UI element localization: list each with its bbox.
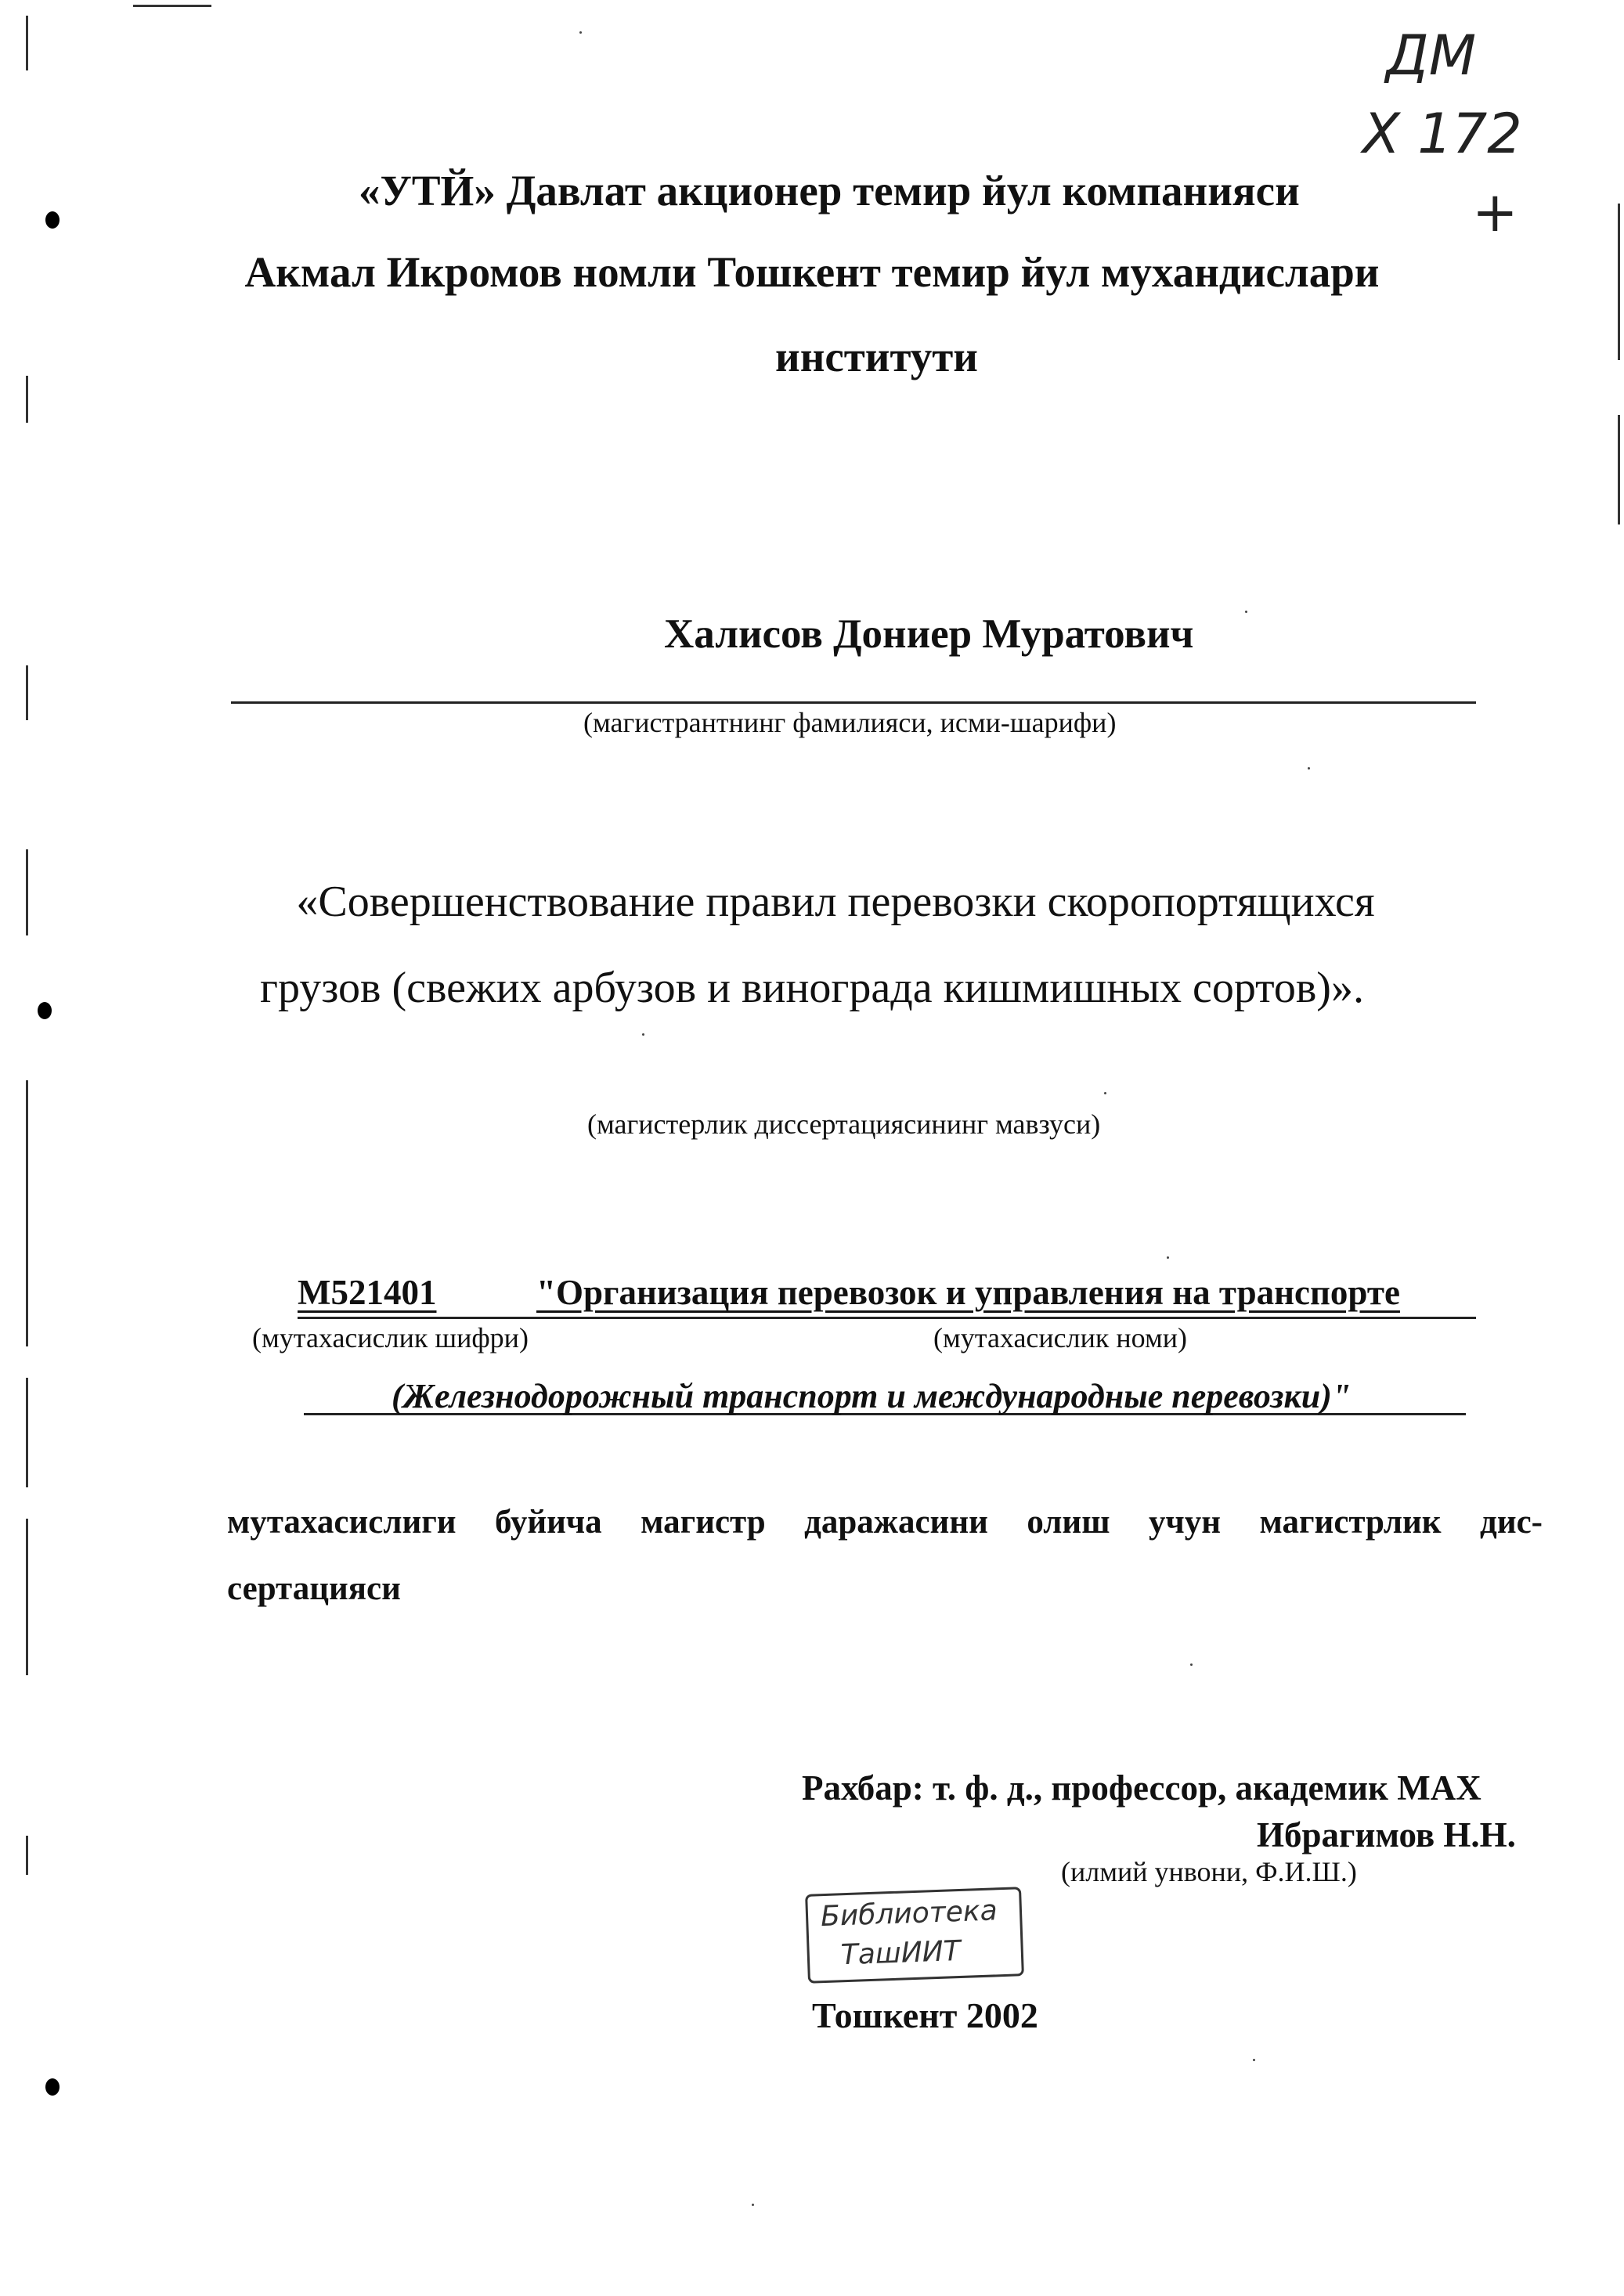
binder-edge-mark: [26, 376, 28, 423]
binder-edge-mark: [26, 1836, 28, 1875]
scan-speck: [1167, 1256, 1169, 1259]
archive-mark-line3: +: [1472, 180, 1518, 244]
specialty-name-line1: "Организация перевозок и управления на транспорте: [536, 1273, 1400, 1312]
author-caption: (магистрантнинг фамилияси, исми-шарифи): [583, 707, 1117, 738]
archive-mark-line2: Х 172: [1362, 102, 1522, 166]
supervisor-line2: Ибрагимов Н.Н.: [1257, 1815, 1516, 1854]
binder-edge-mark: [26, 1378, 28, 1487]
specialty-code: М521401: [298, 1273, 437, 1312]
scan-speck: [1190, 1663, 1193, 1666]
scan-speck: [1245, 611, 1247, 613]
topic-line1: «Совершенствование правил перевозки скоропортящихся: [296, 878, 1375, 926]
institution-line3: институти: [775, 333, 978, 380]
library-stamp-line2: ТашИИТ: [840, 1934, 962, 1972]
topic-caption: (магистерлик диссертациясининг мавзуси): [587, 1108, 1101, 1140]
topic-line2: грузов (свежих арбузов и винограда кишмишных сортов)».: [260, 964, 1364, 1012]
purpose-line2: сертацияси: [227, 1570, 401, 1607]
right-edge-mark: [1618, 415, 1620, 524]
scan-speck: [752, 2204, 754, 2206]
binder-edge-mark: [26, 665, 28, 720]
author-name: Халисов Дониер Муратович: [664, 611, 1194, 657]
purpose-line1: мутахасислиги буйича магистр даражасини олиш учун магистрлик дис-: [227, 1504, 1543, 1541]
binder-edge-mark: [26, 1080, 28, 1346]
supervisor-caption: (илмий унвони, Ф.И.Ш.): [1061, 1856, 1357, 1887]
author-underline: [231, 701, 1476, 704]
institution-line1: «УТЙ» Давлат акционер темир йул компанияси: [359, 167, 1300, 214]
binder-hole: [45, 211, 60, 229]
scan-speck: [642, 1033, 644, 1036]
library-stamp: [805, 1887, 1024, 1984]
binder-hole: [45, 2078, 60, 2096]
specialty-code-caption: (мутахасислик шифри): [252, 1322, 529, 1353]
specialty-name-line2: (Железнодорожный транспорт и международные перевозки)": [392, 1377, 1352, 1415]
archive-mark-line1: ДМ: [1386, 23, 1477, 88]
scan-speck: [1104, 1092, 1106, 1094]
library-stamp-line1: Библиотека: [820, 1894, 998, 1934]
supervisor-line1: Рахбар: т. ф. д., профессор, академик МАХ: [802, 1768, 1481, 1808]
binder-edge-mark: [26, 16, 28, 70]
specialty-underline: [298, 1317, 1476, 1319]
institution-line2: Акмал Икромов номли Тошкент темир йул мухандислари: [244, 248, 1380, 296]
specialty-name-caption: (мутахасислик номи): [933, 1322, 1187, 1353]
scan-speck: [1253, 2059, 1255, 2061]
scan-speck: [1308, 767, 1310, 770]
top-edge-mark: [133, 5, 211, 7]
scan-speck: [579, 31, 582, 34]
binder-edge-mark: [26, 1519, 28, 1675]
city-year: Тошкент 2002: [812, 1995, 1038, 2035]
